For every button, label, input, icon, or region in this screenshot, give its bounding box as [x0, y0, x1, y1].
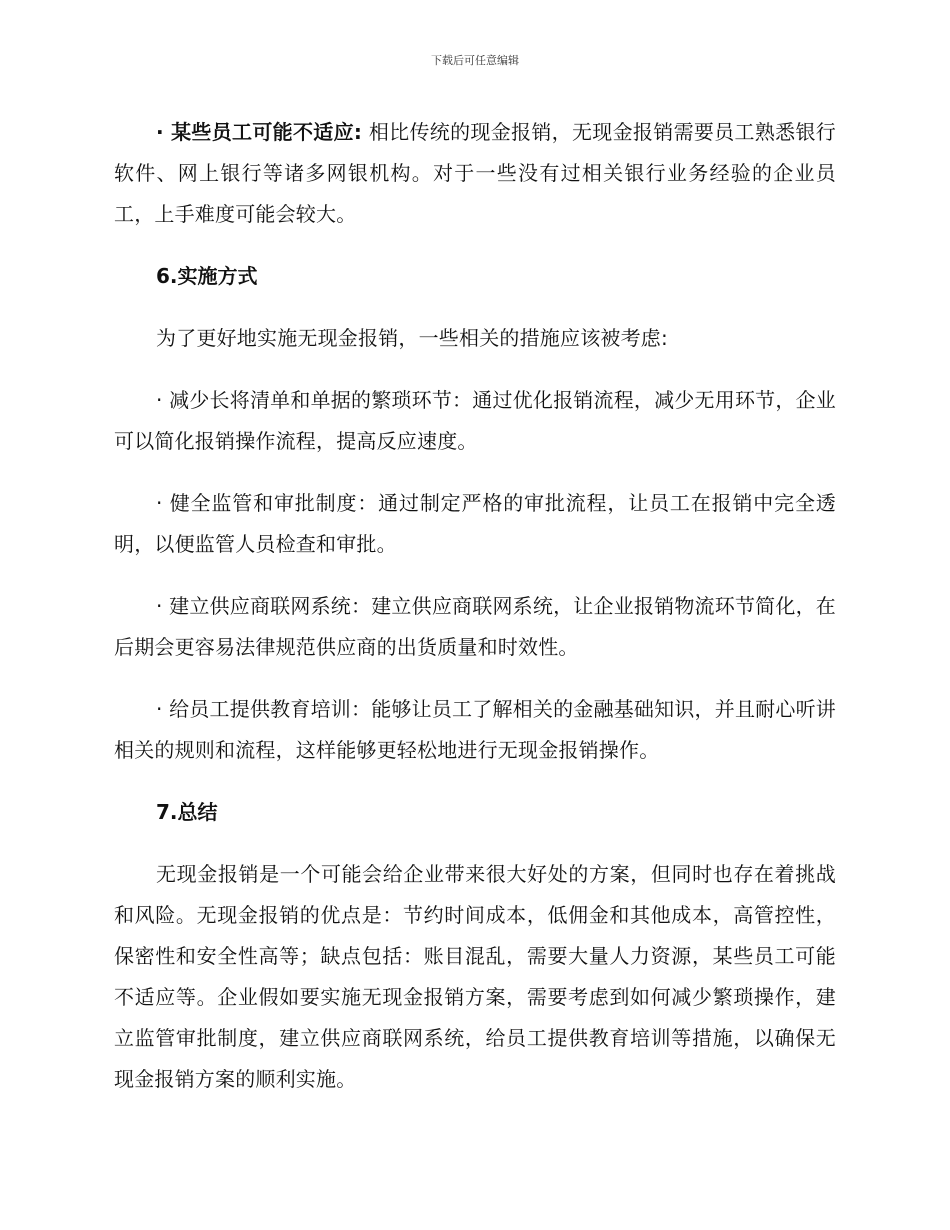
- document-body: [114, 112, 836, 1121]
- section-heading-implementation: 6.实施方式: [156, 264, 258, 288]
- bullet-training: · 给员工提供教育培训：能够让员工了解相关的金融基础知识，并且耐心听讲相关的规则和流程，这样能够更轻松地进行无现金报销操作。: [114, 697, 836, 762]
- paragraph-implementation-intro: 为了更好地实施无现金报销，一些相关的措施应该被考虑:: [156, 326, 668, 350]
- section-heading-summary: 7.总结: [156, 800, 218, 824]
- bullet-reduce-steps: · 减少长将清单和单据的繁琐环节：通过优化报销流程，减少无用环节，企业可以简化报销操作流程，提高反应速度。: [114, 388, 836, 453]
- paragraph-summary: 无现金报销是一个可能会给企业带来很大好处的方案，但同时也存在着挑战和风险。无现金报销的优点是：节约时间成本，低佣金和其他成本，高管控性，保密性和安全性高等；缺点包括：账目混乱，需要大量人力资源，某些员工可能不适应等。企业假如要实施无现金报销方案，需要考虑到如何减少繁琐操作，建立监管审批制度，建立供应商联网系统，给员工提供教育培训等措施，以确保无现金报销方案的顺利实施。: [114, 862, 836, 1091]
- paragraph-employee-adaptation: [114, 112, 836, 235]
- page-header: 下载后可任意编辑: [431, 54, 519, 67]
- bullet-supervision: · 健全监管和审批制度：通过制定严格的审批流程，让员工在报销中完全透明，以便监管人员检查和审批。: [114, 491, 836, 556]
- bullet-supplier-network: · 建立供应商联网系统：建立供应商联网系统，让企业报销物流环节简化，在后期会更容易法律规范供应商的出货质量和时效性。: [114, 594, 836, 659]
- paragraph-bold-lead: · 某些员工可能不适应:: [156, 120, 363, 144]
- paragraph-text: 相比传统的现金报销，无现金报销需要员工熟悉银行软件、网上银行等诸多网银机构。对于一些没有过相关银行业务经验的企业员工，上手难度可能会较大。: [114, 120, 836, 226]
